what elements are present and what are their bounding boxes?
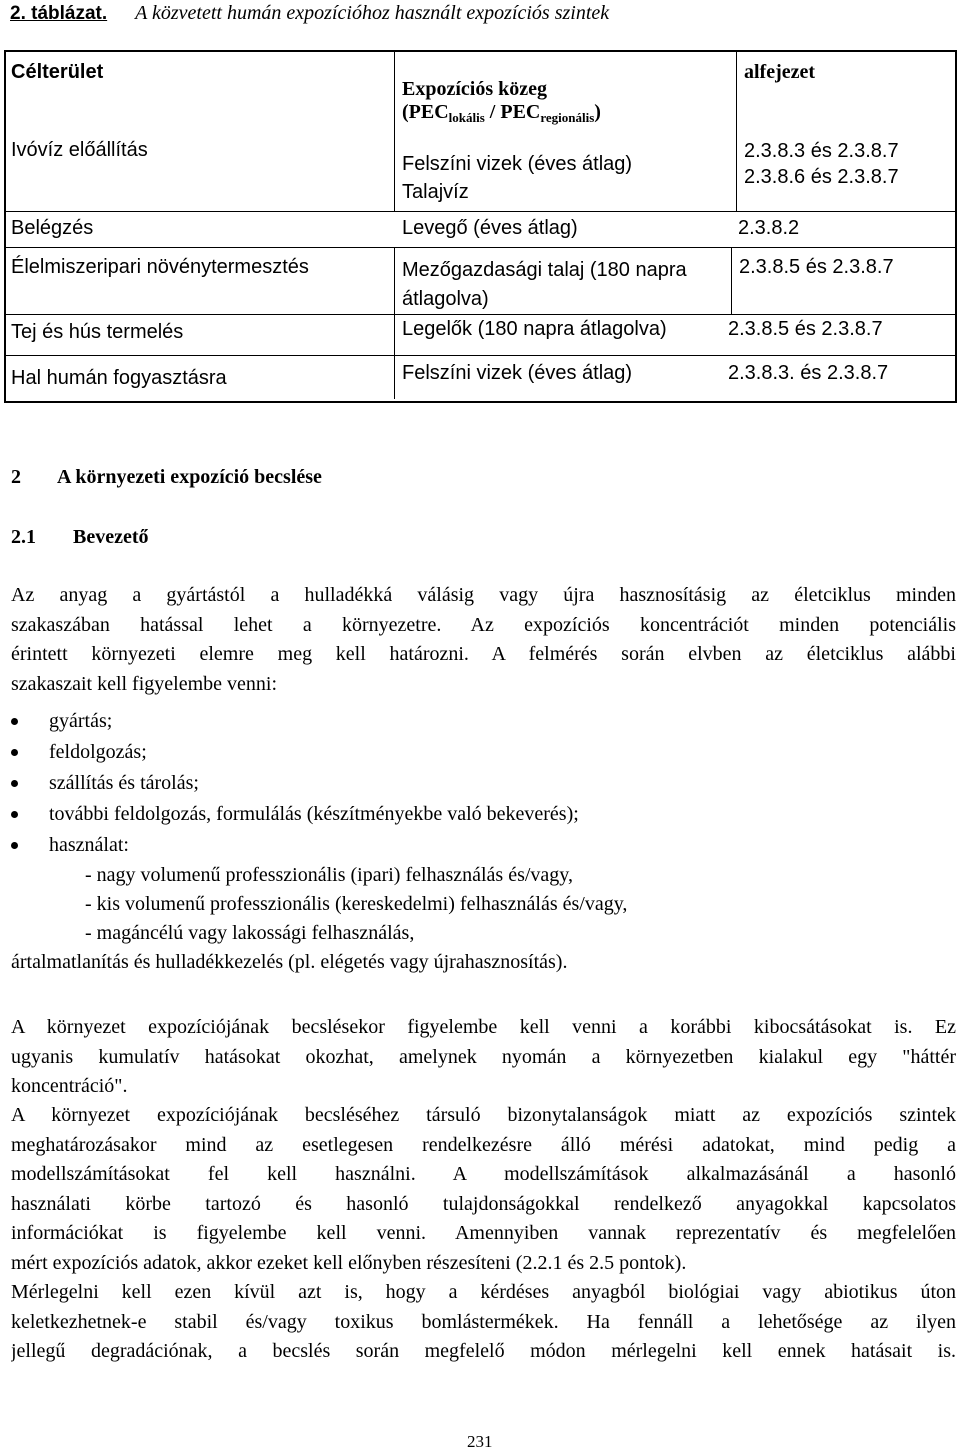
col-divider <box>394 247 395 399</box>
disposal-line: ártalmatlanítás és hulladékkezelés (pl. elégetés vagy újrahasznosítás). <box>11 951 568 973</box>
sub-list-item: - nagy volumenű professzionális (ipari) felhasználás és/vagy, <box>85 864 573 886</box>
row-divider <box>6 355 955 356</box>
bullet-icon <box>11 842 18 849</box>
cell-section: 2.3.8.5 és 2.3.8.7 <box>739 256 894 278</box>
list-item: gyártás; <box>11 706 951 737</box>
col-divider <box>394 52 395 211</box>
bullet-icon <box>11 811 18 818</box>
row-divider <box>6 314 955 315</box>
cell-medium: Levegő (éves átlag) <box>402 217 578 239</box>
list-item: szállítás és tárolás; <box>11 768 951 799</box>
section-heading: 2 A környezeti expozíció becslése <box>11 466 322 488</box>
header-target: Célterület <box>11 61 104 83</box>
cell-section: 2.3.8.2 <box>738 217 800 239</box>
list-item: további feldolgozás, formulálás (készítményekbe való bekeverés); <box>11 799 951 830</box>
bullet-icon <box>11 780 18 787</box>
subsection-heading: 2.1 Bevezető <box>11 526 149 548</box>
cell-target: Tej és hús termelés <box>11 321 184 343</box>
row-divider <box>6 247 955 248</box>
cell-medium: Legelők (180 napra átlagolva) <box>402 318 667 340</box>
cell-target: Hal humán fogyasztásra <box>11 367 227 389</box>
header-medium: Expozíciós közeg $(PEC_{lokális} / PEC_{regionális})$ <box>402 78 601 125</box>
caption-label: 2. táblázat. <box>10 3 108 24</box>
cell-target: Élelmiszeripari növénytermesztés <box>11 256 309 278</box>
exposure-table <box>4 50 957 403</box>
cell-medium: Felszíni vizek (éves átlag) Talajvíz <box>402 153 633 203</box>
row-divider <box>6 211 955 212</box>
sub-list-item: - magáncélú vagy lakossági felhasználás, <box>85 922 415 944</box>
list-item: feldolgozás; <box>11 737 951 768</box>
cell-target: Ivóvíz előállítás <box>11 139 148 161</box>
cell-section: 2.3.8.3 és 2.3.8.7 2.3.8.6 és 2.3.8.7 <box>744 140 899 188</box>
col-divider <box>731 247 732 314</box>
cell-medium: Mezőgazdasági talaj (180 napra átlagolva) <box>402 259 687 310</box>
list-item: használat: <box>11 830 951 861</box>
lifecycle-list <box>11 706 951 977</box>
cell-target: Belégzés <box>11 217 94 239</box>
intro-paragraph: Az anyag a gyártástól a hulladékká válásig vagy újra hasznosításig az életciklus minden szakaszában hatással lehet a környezetre. Az expozíciós koncentrációt minden potenciális érintett környezeti elemre meg kell határozni. A felmérés során elvben az életciklus alábbi szakaszait kell figyelembe venni: <box>11 584 956 695</box>
cell-section: 2.3.8.5 és 2.3.8.7 <box>728 318 883 340</box>
cell-section: 2.3.8.3. és 2.3.8.7 <box>728 362 889 384</box>
page-number: 231 <box>467 1432 493 1451</box>
bullet-icon <box>11 749 18 756</box>
background-paragraph: A környezet expozíciójának becslésekor figyelembe kell venni a korábbi kibocsátásokat is. Ez ugyanis kumulatív hatásokat okozhat, amelynek nyomán a környezetben kialakul egy "háttér koncentráció". <box>11 1016 956 1098</box>
uncertainty-paragraph: A környezet expozíciójának becsléséhez társuló bizonytalanságok miatt az expozíciós szintek meghatározásakor mind az esetlegesen rendelkezésre álló mérési adatokat, mind pedig a modellszámításokat fel kell használni. A modellszámítások alkalmazásánál a hasonló használati körbe tartozó és hasonló tulajdonságokkal rendelkező anyagokkal kapcsolatos információkat is figyelembe kell venni. Amennyiben vannak reprezentatív és megfelelően mért expozíciós adatok, akkor ezeket kell előnyben részesíteni (2.2.1 és 2.5 pontok). <box>11 1104 956 1274</box>
bullet-icon <box>11 718 18 725</box>
cell-medium: Felszíni vizek (éves átlag) <box>402 362 633 384</box>
degradation-paragraph: Mérlegelni kell ezen kívül azt is, hogy a kérdéses anyagból biológiai vagy abiotikus úton keletkezhetnek-e stabil és/vagy toxikus bomlástermékek. Ha fennáll a lehetősége az ilyen jellegű degradációnak, a becslés során megfelelő módon mérlegelni kell ennek hatásait is. <box>11 1281 956 1363</box>
sub-list-item: - kis volumenű professzionális (kereskedelmi) felhasználás és/vagy, <box>85 893 628 915</box>
col-divider <box>736 52 737 211</box>
caption-title: A közvetett humán expozícióhoz használt expozíciós szintek <box>135 2 610 24</box>
table-caption <box>10 2 609 25</box>
header-section: alfejezet <box>744 61 816 83</box>
